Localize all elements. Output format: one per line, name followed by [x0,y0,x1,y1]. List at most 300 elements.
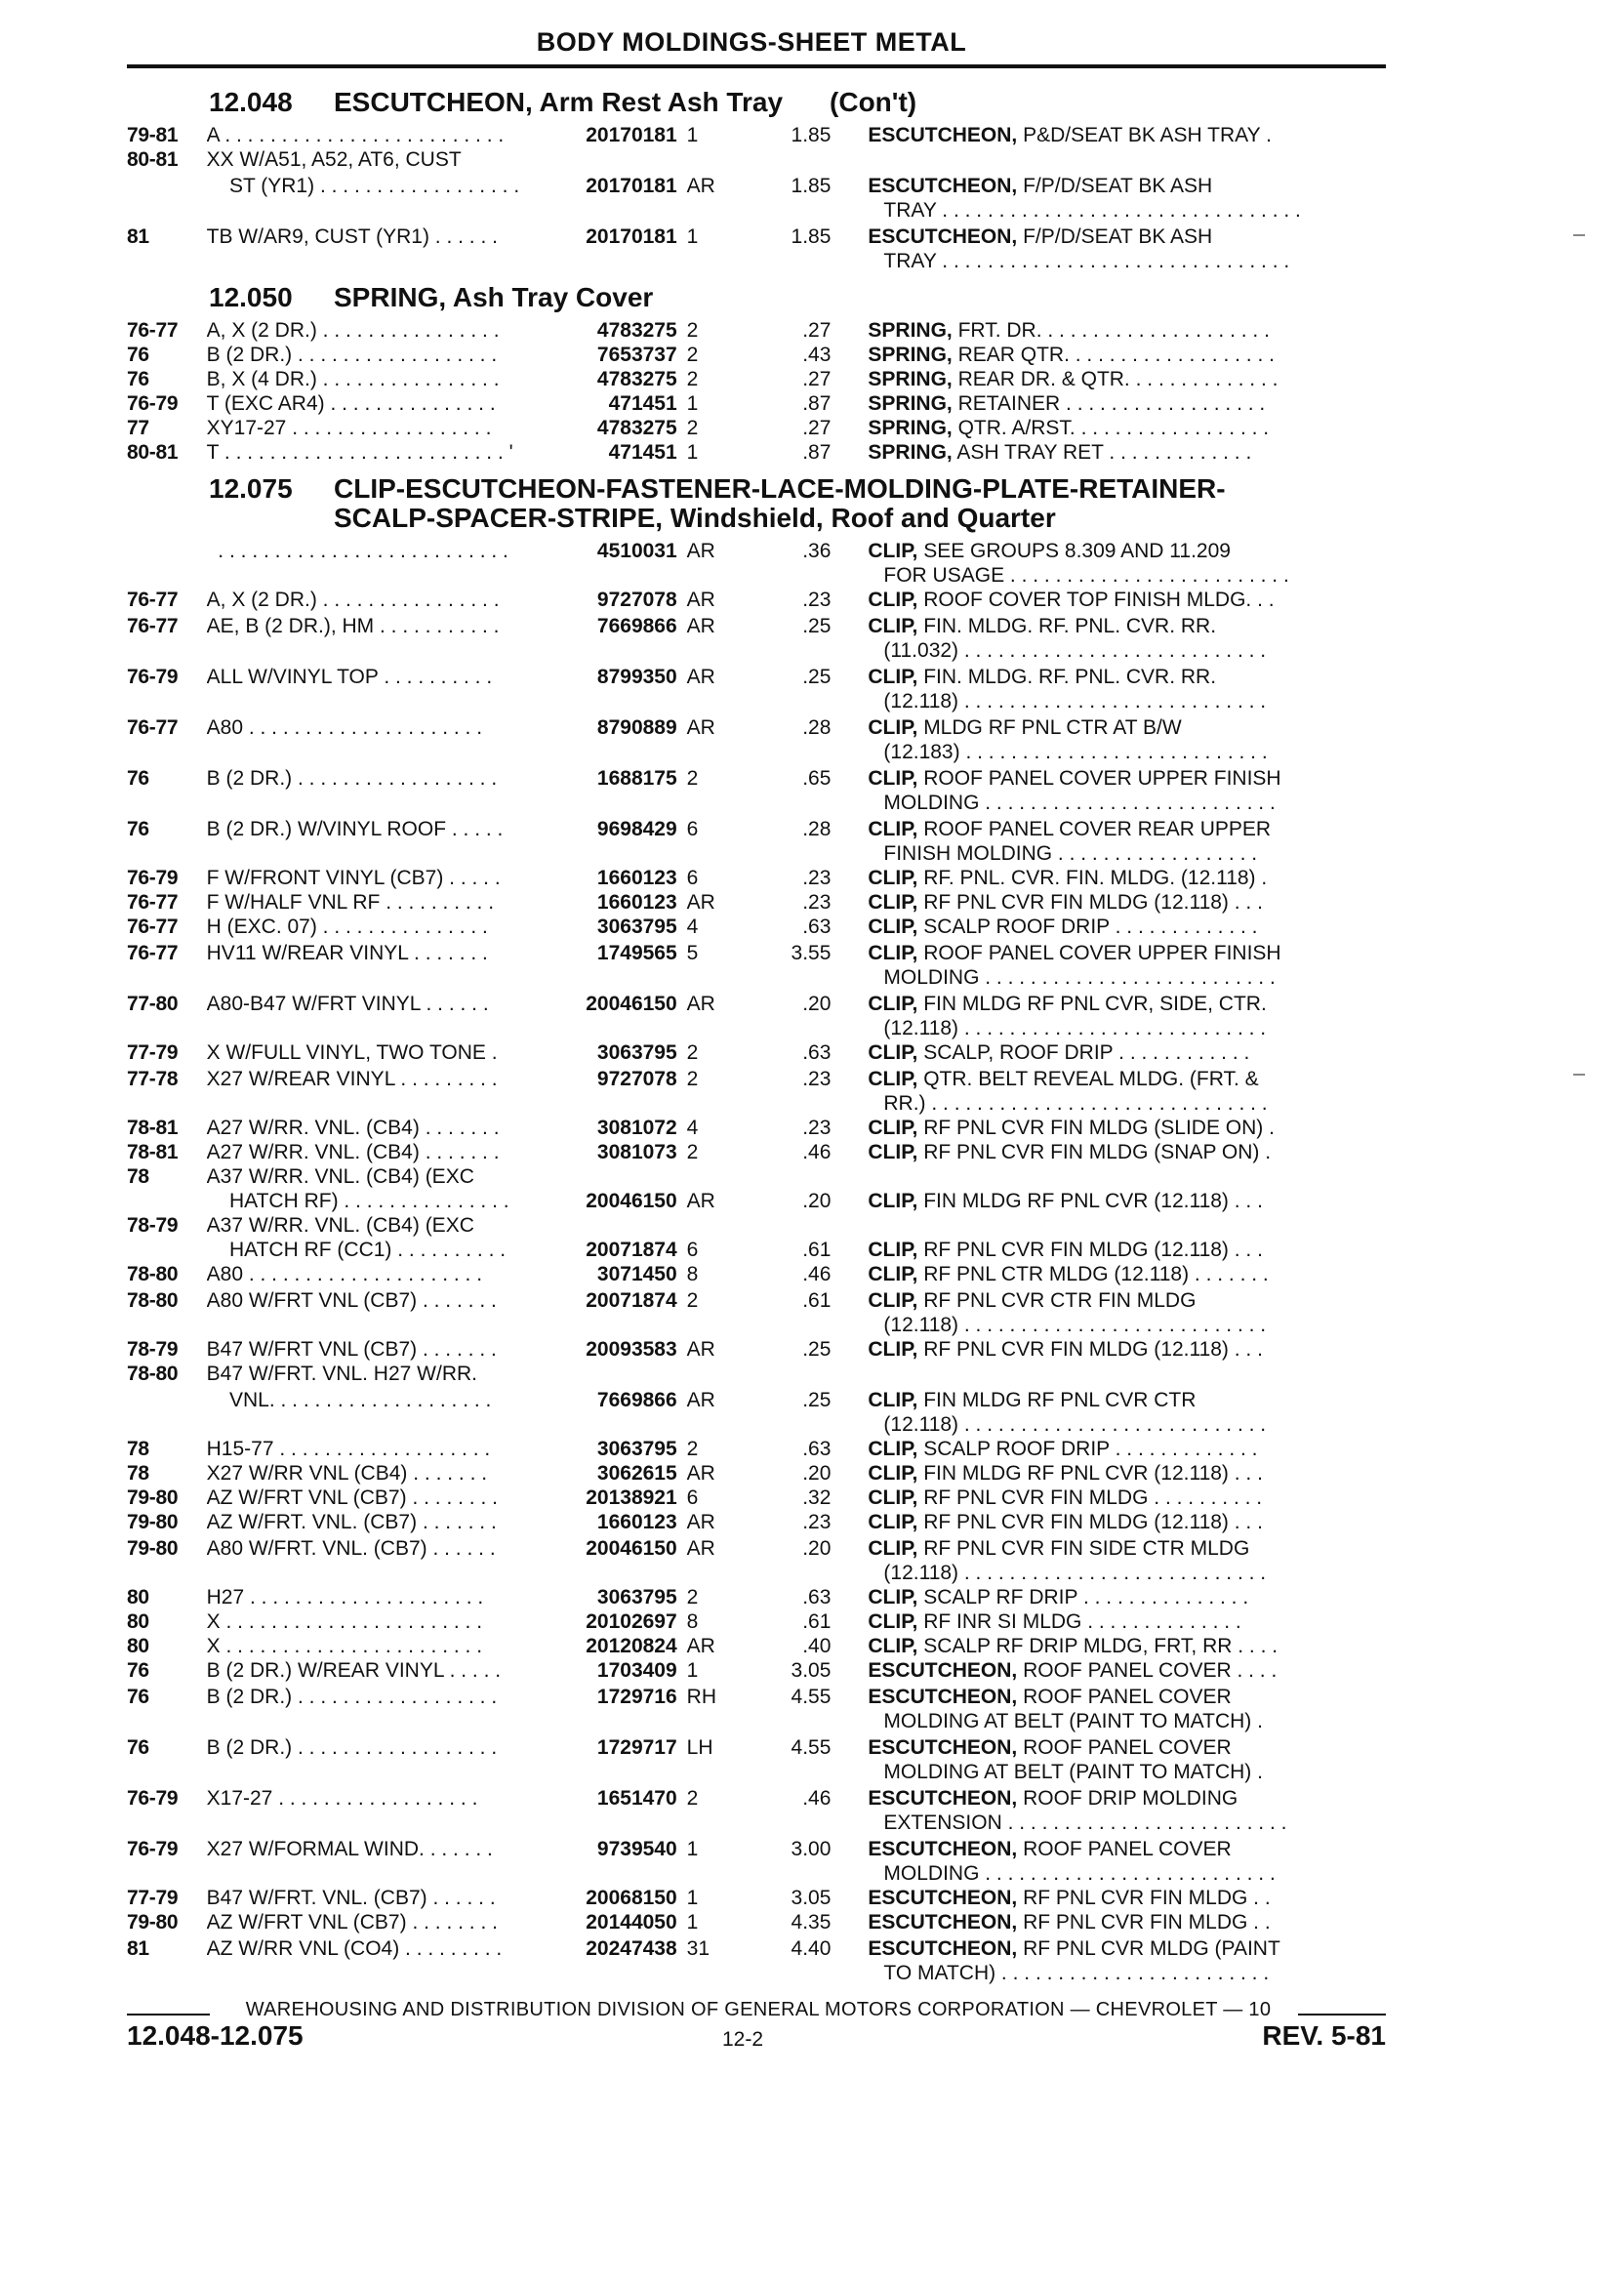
quantity: 2 [686,1041,699,1064]
part-name [831,318,1386,343]
part-row [127,123,1386,147]
list-price: .20 [802,1190,832,1212]
section-heading [127,283,1386,312]
quantity: AR [686,1511,715,1533]
part-name-continuation: EXTENSION . . . . . . . . . . . . . . . . . . . . . . . . . [883,1812,1287,1834]
part-name-keyword: CLIP, [868,1338,918,1361]
part-number: 4783275 [596,319,677,342]
quantity: AR [686,716,715,739]
part-name-detail: RF PNL CTR MLDG (12.118) . . . . . . . [917,1263,1269,1285]
part-row [127,343,1386,367]
application-description: AZ W/FRT VNL (CB7) . . . . . . . . [206,1486,498,1509]
part-name [831,440,1386,465]
model-year: 76-77 [127,916,179,938]
part-name-detail: F/P/D/SEAT BK ASH [1017,225,1213,248]
quantity: 6 [686,1239,699,1261]
part-row [127,1510,1386,1534]
part-name-keyword: ESCUTCHEON, [868,175,1018,197]
parts-listing [127,78,1386,1985]
part-name-keyword: SPRING, [868,368,953,390]
quantity: 1 [686,441,699,464]
part-number: 9727078 [596,589,677,611]
part-number: 20170181 [586,225,677,248]
part-name-detail: REAR QTR. . . . . . . . . . . . . . . . . . . [952,344,1275,366]
part-name-detail: RF PNL CVR CTR FIN MLDG [917,1289,1197,1312]
application-description: A80 W/FRT. VNL. (CB7) . . . . . . [206,1537,496,1560]
model-year: 77-79 [127,1041,179,1064]
list-price: .87 [802,441,832,464]
list-price [736,1213,831,1238]
part-name-keyword: CLIP, [868,1586,918,1608]
quantity: AR [686,1338,715,1361]
quantity: 2 [686,1586,699,1608]
part-row [127,1634,1386,1658]
application-description: H27 . . . . . . . . . . . . . . . . . . . . . [206,1586,484,1608]
page-header-title: BODY MOLDINGS-SHEET METAL [536,27,967,57]
part-name [831,367,1386,391]
part-number: 3081072 [596,1117,677,1139]
quantity: 2 [686,344,699,366]
application-description: XX W/A51, A52, AT6, CUST [206,148,462,171]
part-number: 20046150 [586,993,677,1015]
part-name-detail: SCALP ROOF DRIP . . . . . . . . . . . . . [917,916,1258,938]
part-number: 20046150 [586,1190,677,1212]
part-name [831,1510,1386,1534]
part-name [831,890,1386,915]
model-year: 76-79 [127,1838,179,1860]
list-price: .23 [802,1068,832,1090]
part-name-keyword: ESCUTCHEON, [868,1838,1018,1860]
model-year: 81 [127,225,149,248]
section-title-line2: SCALP-SPACER-STRIPE, Windshield, Roof and Quarter [334,503,1056,533]
part-name-detail: RF PNL CVR FIN MLDG . . . . . . . . . . [917,1486,1263,1509]
part-name-continuation: (12.118) . . . . . . . . . . . . . . . . . . . . . . . . . . . [883,1314,1267,1336]
model-year [127,539,207,588]
model-year: 76-77 [127,891,179,914]
application-description: ALL W/VINYL TOP . . . . . . . . . . [206,666,493,688]
model-year: 79-81 [127,124,179,146]
quantity: 1 [686,392,699,415]
part-name-keyword: ESCUTCHEON, [868,124,1018,146]
part-name-detail: SCALP RF DRIP MLDG, FRT, RR . . . . [917,1635,1279,1657]
quantity: AR [686,589,715,611]
part-name [831,1735,1386,1784]
application-description: VNL. . . . . . . . . . . . . . . . . . . . [206,1389,492,1411]
part-number: 20247438 [586,1937,677,1960]
part-name [831,614,1386,663]
part-name-keyword: CLIP, [868,615,918,637]
part-row [127,1685,1386,1733]
model-year: 76 [127,1686,149,1708]
application-description: B (2 DR.) W/VINYL ROOF . . . . . [206,818,504,840]
part-name [831,1461,1386,1486]
part-name-continuation: TRAY . . . . . . . . . . . . . . . . . . . . . . . . . . . . . . . . [883,199,1301,222]
quantity: 2 [686,1141,699,1163]
part-name-detail: SCALP ROOF DRIP . . . . . . . . . . . . . [917,1438,1258,1460]
quantity [677,1362,737,1386]
part-name-keyword: ESCUTCHEON, [868,1787,1018,1810]
application-description: B (2 DR.) . . . . . . . . . . . . . . . . . . [206,344,498,366]
part-number: 20144050 [586,1911,677,1934]
part-name-detail: QTR. BELT REVEAL MLDG. (FRT. & [917,1068,1259,1090]
part-row [127,1837,1386,1886]
part-name-continuation: (12.118) . . . . . . . . . . . . . . . . . . . . . . . . . . . [883,1017,1267,1039]
application-description: A80-B47 W/FRT VINYL . . . . . . [206,993,489,1015]
list-price: .61 [802,1289,832,1312]
footer-division-text: WAREHOUSING AND DISTRIBUTION DIVISION OF GENERAL MOTORS CORPORATION — CHEVROLET — 10 [245,1999,1272,2020]
part-name [831,715,1386,764]
part-name-continuation: MOLDING AT BELT (PAINT TO MATCH) . [883,1761,1263,1783]
footer-group-range: 12.048-12.075 [127,2020,304,2051]
list-price: .23 [802,589,832,611]
part-name [831,588,1386,612]
model-year: 76-77 [127,319,179,342]
application-description: X . . . . . . . . . . . . . . . . . . . . . . . [206,1610,483,1633]
part-row [127,539,1386,588]
quantity: 8 [686,1610,699,1633]
part-name-continuation: FOR USAGE . . . . . . . . . . . . . . . . . . . . . . . . . [883,564,1289,587]
footer-rule-right [1298,2014,1386,2015]
part-name-detail: FRT. DR. . . . . . . . . . . . . . . . . . . . . [952,319,1270,342]
part-name-keyword: CLIP, [868,891,918,914]
application-description: AZ W/FRT. VNL. (CB7) . . . . . . . [206,1511,497,1533]
part-number: 3071450 [596,1263,677,1285]
list-price [736,147,831,172]
model-year: 76 [127,1736,149,1759]
part-number: 1688175 [596,767,677,790]
part-row [127,416,1386,440]
part-name-keyword: ESCUTCHEON, [868,225,1018,248]
part-name-detail: P&D/SEAT BK ASH TRAY . [1017,124,1272,146]
part-number: 20068150 [586,1887,677,1909]
application-description: H (EXC. 07) . . . . . . . . . . . . . . . [206,916,488,938]
part-name-keyword: CLIP, [868,1635,918,1657]
model-year: 80-81 [127,441,179,464]
quantity: 4 [686,916,699,938]
part-name [831,1886,1386,1910]
part-name-detail: RF PNL CVR FIN MLDG (SLIDE ON) . [917,1117,1275,1139]
application-description: A37 W/RR. VNL. (CB4) (EXC [206,1165,474,1188]
list-price: 4.55 [791,1736,832,1759]
application-description: B47 W/FRT. VNL. (CB7) . . . . . . [206,1887,496,1909]
part-row [127,890,1386,915]
part-name-detail: ROOF PANEL COVER [1017,1838,1232,1860]
part-row [127,1140,1386,1164]
section-title: ESCUTCHEON, Arm Rest Ash Tray [334,87,784,117]
part-name-detail: FIN MLDG RF PNL CVR, SIDE, CTR. [917,993,1267,1015]
application-description: A37 W/RR. VNL. (CB4) (EXC [206,1214,474,1237]
section-title: SPRING, Ash Tray Cover [334,282,654,312]
application-description: AZ W/FRT VNL (CB7) . . . . . . . . [206,1911,498,1934]
part-name-continuation: FINISH MOLDING . . . . . . . . . . . . . . . . . . [883,842,1258,865]
part-name [831,1658,1386,1683]
part-name-keyword: ESCUTCHEON, [868,1887,1018,1909]
quantity: 4 [686,1117,699,1139]
part-name [831,147,1386,172]
quantity: RH [686,1686,717,1708]
quantity: 2 [686,319,699,342]
part-name-keyword: CLIP, [868,1486,918,1509]
part-row [127,1213,1386,1238]
model-year: 76-79 [127,1787,179,1810]
part-name-keyword: CLIP, [868,993,918,1015]
application-description: AZ W/RR VNL (CO4) . . . . . . . . . [206,1937,503,1960]
part-name-keyword: CLIP, [868,1117,918,1139]
list-price: .61 [802,1610,832,1633]
part-row [127,1437,1386,1461]
model-year: 79-80 [127,1537,179,1560]
application-description: HV11 W/REAR VINYL . . . . . . . [206,942,488,964]
part-name-detail: RF PNL CVR FIN MLDG (12.118) . . . [917,1338,1263,1361]
part-row [127,766,1386,815]
list-price: 1.85 [791,225,832,248]
part-name-detail: QTR. A/RST. . . . . . . . . . . . . . . . . . [952,417,1270,439]
part-row [127,1536,1386,1585]
quantity: AR [686,993,715,1015]
part-number: 7669866 [596,615,677,637]
part-number: 9739540 [596,1838,677,1860]
model-year: 78-80 [127,1363,179,1385]
part-name-detail: ASH TRAY RET . . . . . . . . . . . . . [952,441,1252,464]
part-name-detail: RF PNL CVR FIN MLDG (12.118) . . . [917,1239,1263,1261]
quantity: 5 [686,942,699,964]
part-number: 3081073 [596,1141,677,1163]
quantity [677,1213,737,1238]
model-year: 76-77 [127,942,179,964]
part-name-detail: FIN MLDG RF PNL CVR (12.118) . . . [917,1462,1263,1485]
part-name-detail: FIN. MLDG. RF. PNL. CVR. RR. [917,666,1217,688]
part-name [831,817,1386,866]
part-name [831,1213,1386,1238]
part-name-detail: RF PNL CVR FIN SIDE CTR MLDG [917,1537,1250,1560]
model-year: 79-80 [127,1486,179,1509]
part-number [565,1164,677,1189]
model-year: 80-81 [127,148,179,171]
part-name [831,343,1386,367]
part-row [127,174,1386,223]
part-name [831,866,1386,890]
part-row [127,1337,1386,1362]
list-price: 4.40 [791,1937,832,1960]
part-name-continuation: (12.118) . . . . . . . . . . . . . . . . . . . . . . . . . . . [883,1562,1267,1584]
application-description: B (2 DR.) . . . . . . . . . . . . . . . . . . [206,767,498,790]
part-name-detail: ROOF PANEL COVER . . . . [1017,1659,1278,1682]
part-number: 1729717 [596,1736,677,1759]
model-year: 78-80 [127,1289,179,1312]
part-name-keyword: CLIP, [868,942,918,964]
part-row [127,1116,1386,1140]
quantity: 6 [686,818,699,840]
part-number: 8799350 [596,666,677,688]
application-description: A80 W/FRT VNL (CB7) . . . . . . . [206,1289,497,1312]
application-description: B47 W/FRT. VNL. H27 W/RR. [206,1363,477,1385]
part-number: 7653737 [596,344,677,366]
part-name-detail: SEE GROUPS 8.309 AND 11.209 [917,540,1231,562]
model-year: 79-80 [127,1911,179,1934]
part-name [831,391,1386,416]
part-name-detail: REAR DR. & QTR. . . . . . . . . . . . . . [952,368,1279,390]
list-price: .36 [802,540,832,562]
part-name-keyword: CLIP, [868,1190,918,1212]
part-name [831,1337,1386,1362]
model-year: 81 [127,1937,149,1960]
part-row [127,1164,1386,1189]
part-name-detail: ROOF PANEL COVER [1017,1686,1232,1708]
quantity: AR [686,1537,715,1560]
model-year: 76 [127,767,149,790]
quantity: AR [686,540,715,562]
part-name [831,1164,1386,1189]
model-year: 78 [127,1438,149,1460]
part-name-keyword: SPRING, [868,441,953,464]
part-number: 4510031 [596,540,677,562]
section-heading [127,88,1386,117]
model-year: 76-79 [127,666,179,688]
part-name-detail: FIN MLDG RF PNL CVR (12.118) . . . [917,1190,1263,1212]
list-price: .23 [802,1117,832,1139]
quantity: AR [686,615,715,637]
part-name [831,1685,1386,1733]
part-name-continuation: TO MATCH) . . . . . . . . . . . . . . . . . . . . . . . . [883,1962,1270,1984]
part-name-continuation: MOLDING AT BELT (PAINT TO MATCH) . [883,1710,1263,1732]
model-year: 78-81 [127,1141,179,1163]
quantity: AR [686,175,715,197]
part-name [831,1609,1386,1634]
quantity: AR [686,1389,715,1411]
part-number [565,1213,677,1238]
part-row [127,1189,1386,1213]
list-price: .25 [802,666,832,688]
list-price: .27 [802,368,832,390]
application-description: F W/FRONT VINYL (CB7) . . . . . [206,867,501,889]
part-name-keyword: CLIP, [868,716,918,739]
part-row [127,1585,1386,1609]
part-name-detail: ROOF PANEL COVER REAR UPPER [917,818,1272,840]
section-heading [127,474,1386,533]
list-price: 1.85 [791,124,832,146]
part-number [565,147,677,172]
model-year: 76-79 [127,392,179,415]
list-price: .63 [802,1041,832,1064]
quantity: 1 [686,124,699,146]
part-row [127,1936,1386,1985]
part-name-keyword: SPRING, [868,392,953,415]
list-price: .46 [802,1141,832,1163]
model-year: 78 [127,1165,149,1188]
quantity: 6 [686,867,699,889]
part-name [831,1536,1386,1585]
part-name-keyword: CLIP, [868,1610,918,1633]
application-description: B (2 DR.) . . . . . . . . . . . . . . . . . . [206,1736,498,1759]
part-name-keyword: CLIP, [868,1141,918,1163]
part-name-detail: RETAINER . . . . . . . . . . . . . . . . . . [952,392,1266,415]
part-name-detail: FIN MLDG RF PNL CVR CTR [917,1389,1197,1411]
part-name [831,1437,1386,1461]
application-description: X W/FULL VINYL, TWO TONE . [206,1041,498,1064]
part-row [127,1067,1386,1116]
list-price: 3.00 [791,1838,832,1860]
part-row [127,992,1386,1040]
part-row [127,1388,1386,1437]
part-row [127,1486,1386,1510]
part-name-detail: MLDG RF PNL CTR AT B/W [917,716,1182,739]
model-year: 76-77 [127,716,179,739]
part-name-keyword: CLIP, [868,1537,918,1560]
part-row [127,1658,1386,1683]
list-price: 4.55 [791,1686,832,1708]
part-name [831,1786,1386,1835]
section-title: CLIP-ESCUTCHEON-FASTENER-LACE-MOLDING-PLATE-RETAINER- [334,473,1226,504]
part-number: 9698429 [596,818,677,840]
quantity: 8 [686,1263,699,1285]
part-name-keyword: SPRING, [868,319,953,342]
part-number: 1729716 [596,1686,677,1708]
list-price: .65 [802,767,832,790]
part-name-keyword: CLIP, [868,589,918,611]
part-row [127,367,1386,391]
part-number: 1660123 [596,891,677,914]
quantity: AR [686,1190,715,1212]
model-year: 76 [127,344,149,366]
section-number: 12.048 [209,87,293,117]
quantity: 2 [686,417,699,439]
application-description: TB W/AR9, CUST (YR1) . . . . . . [206,225,498,248]
part-name [831,766,1386,815]
application-description: B (2 DR.) W/REAR VINYL . . . . . [206,1659,502,1682]
list-price: .23 [802,891,832,914]
list-price: .63 [802,1586,832,1608]
list-price: .25 [802,1338,832,1361]
part-name-keyword: ESCUTCHEON, [868,1736,1018,1759]
part-number: 471451 [608,392,677,415]
quantity: AR [686,1462,715,1485]
part-row [127,1461,1386,1486]
part-number: 20093583 [586,1338,677,1361]
model-year: 76-77 [127,589,179,611]
application-description: . . . . . . . . . . . . . . . . . . . . . . . . . . [206,540,508,562]
model-year: 80 [127,1610,149,1633]
application-description: T (EXC AR4) . . . . . . . . . . . . . . . [206,392,496,415]
part-number: 1749565 [596,942,677,964]
application-description: AE, B (2 DR.), HM . . . . . . . . . . . [206,615,500,637]
part-name-keyword: SPRING, [868,417,953,439]
part-name-detail: RF PNL CVR FIN MLDG (12.118) . . . [917,891,1263,914]
application-description: X17-27 . . . . . . . . . . . . . . . . . . [206,1787,478,1810]
list-price: 3.05 [791,1659,832,1682]
part-number: 20071874 [586,1289,677,1312]
part-number: 20046150 [586,1537,677,1560]
list-price: .28 [802,716,832,739]
part-name-detail: ROOF PANEL COVER [1017,1736,1232,1759]
part-name [831,174,1386,223]
part-number: 3063795 [596,1438,677,1460]
list-price: .28 [802,818,832,840]
quantity: 6 [686,1486,699,1509]
part-name [831,1288,1386,1337]
application-description: HATCH RF) . . . . . . . . . . . . . . . [206,1190,509,1212]
quantity: 2 [686,1438,699,1460]
list-price: 3.05 [791,1887,832,1909]
list-price: .20 [802,1462,832,1485]
part-name [831,1388,1386,1437]
part-row [127,1288,1386,1337]
part-name-keyword: CLIP, [868,1462,918,1485]
part-row [127,1362,1386,1386]
part-name [831,1067,1386,1116]
part-name-keyword: SPRING, [868,344,953,366]
list-price: .63 [802,916,832,938]
part-name [831,1585,1386,1609]
